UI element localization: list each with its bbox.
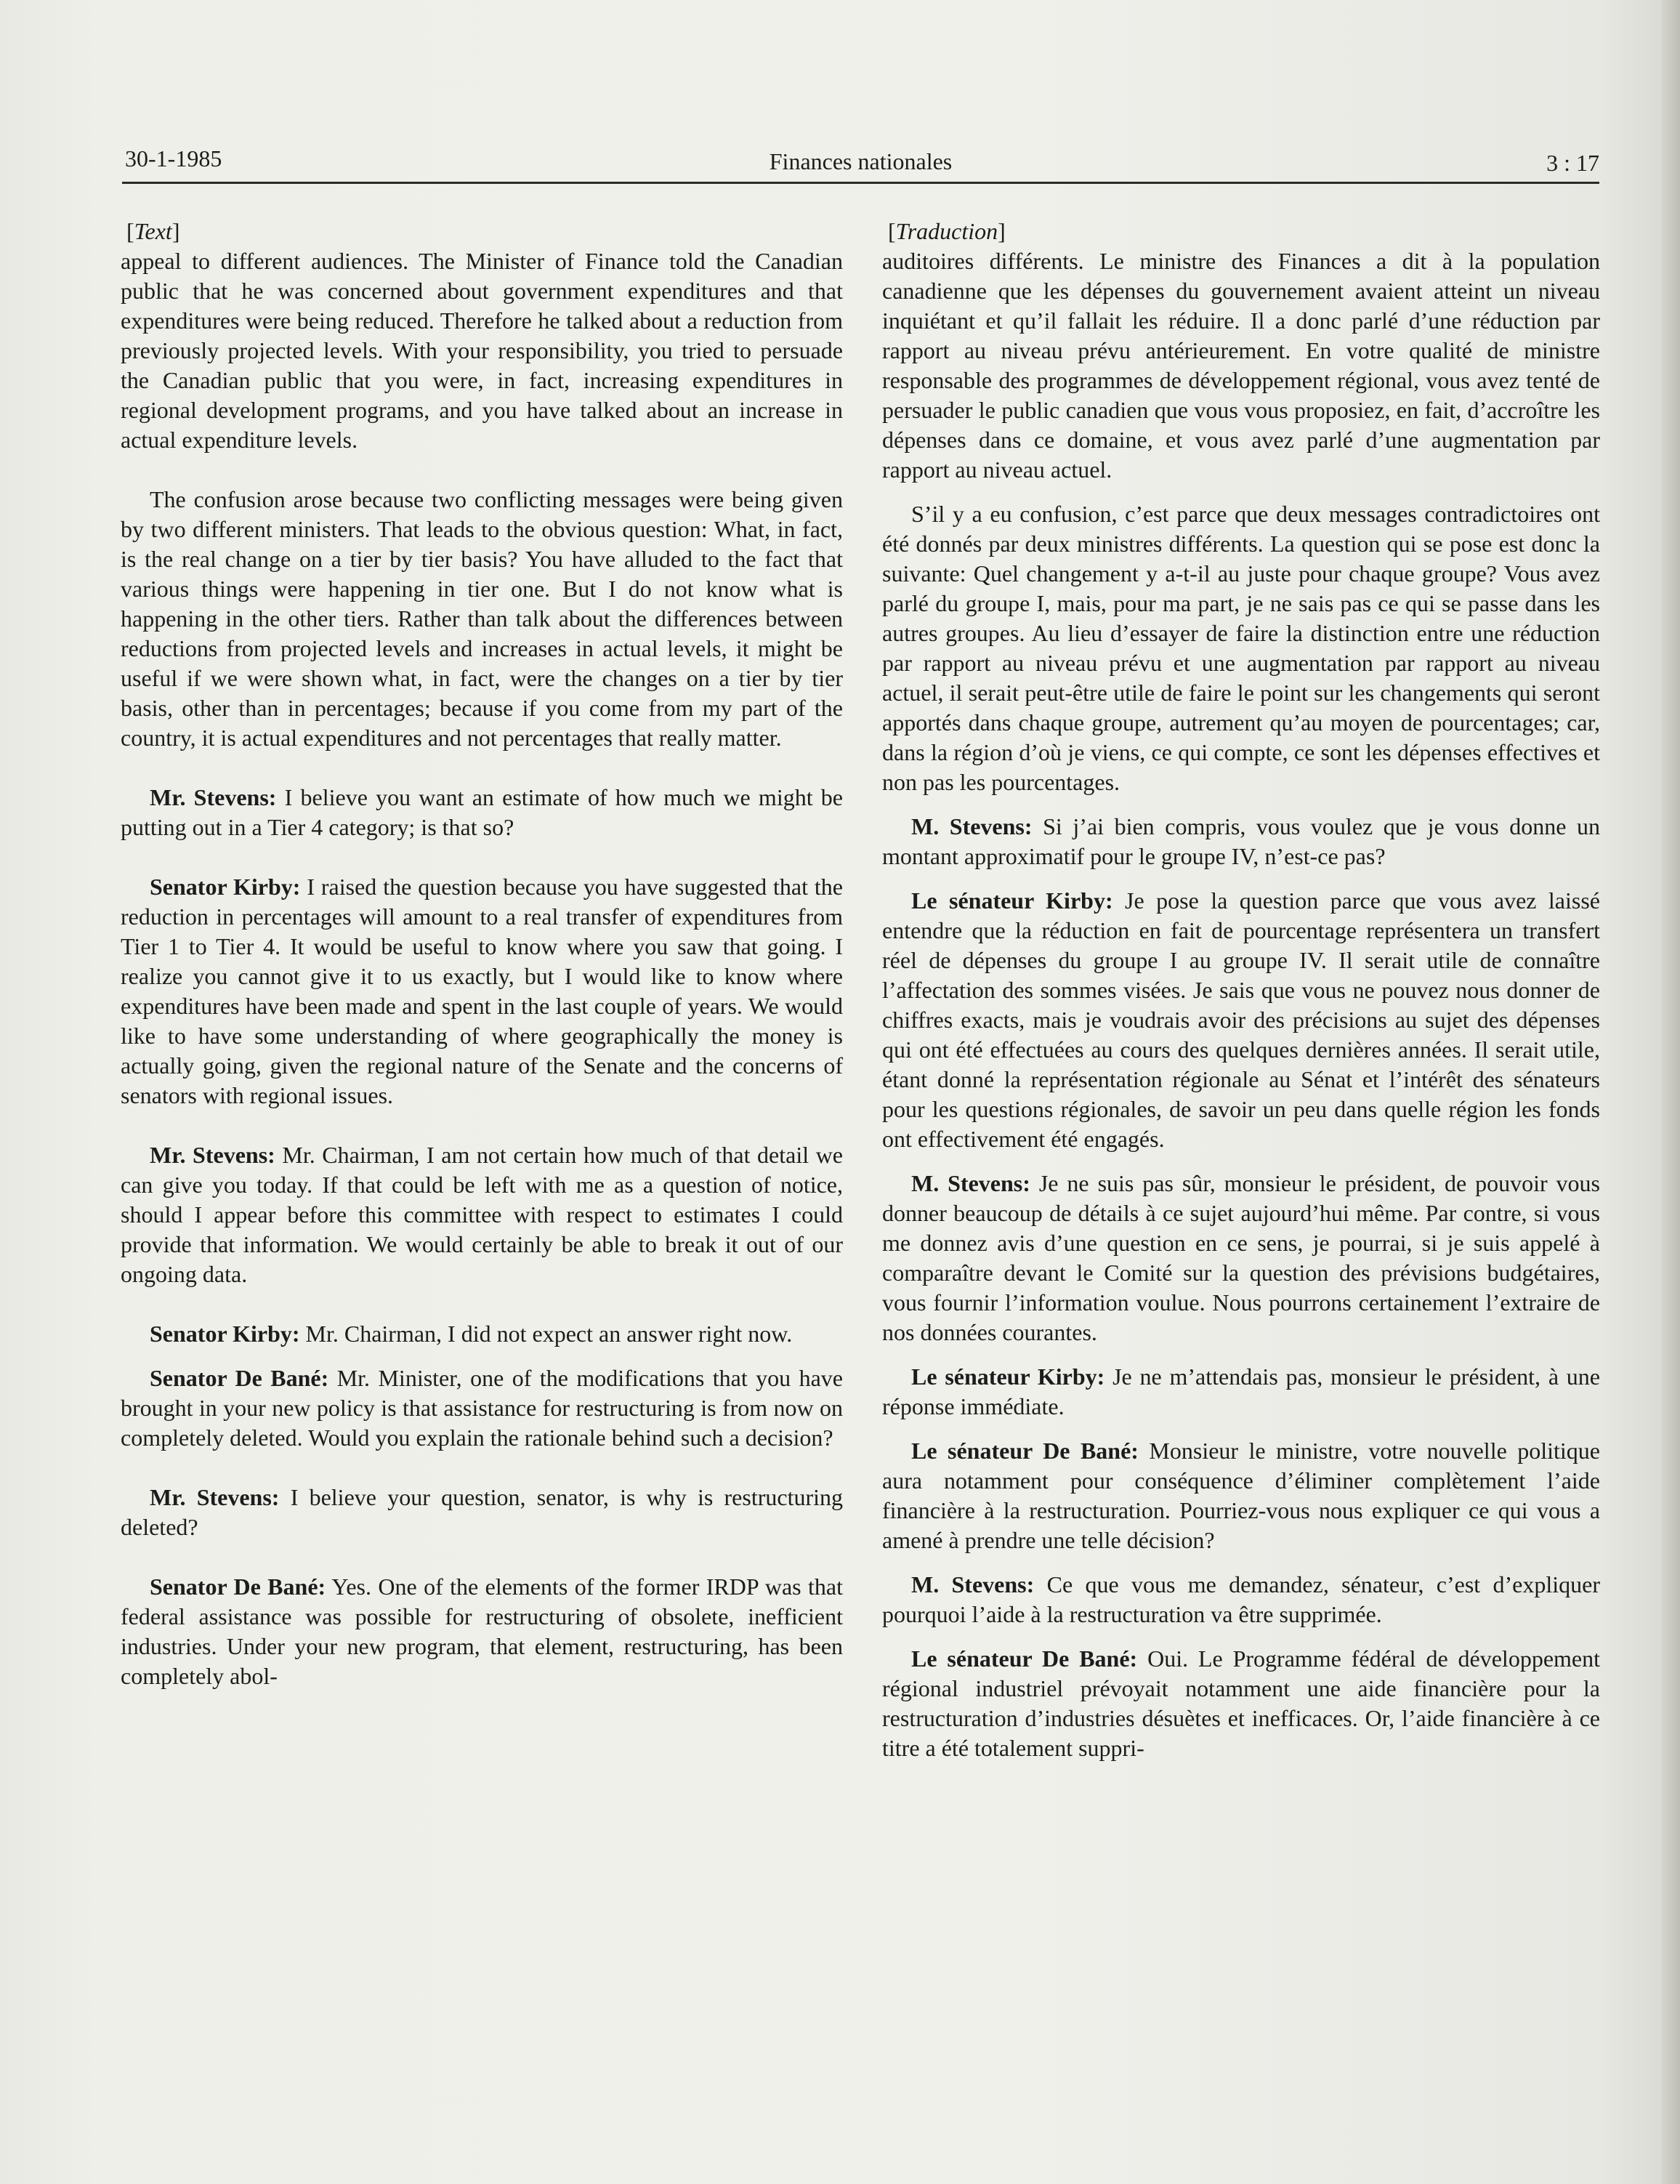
paragraph: Mr. Stevens: I believe you want an estimate of how much we might be putting out in a Tier 4 category; is that so? — [121, 784, 843, 840]
speaker-name: Senator Kirby: — [150, 1321, 300, 1347]
header-rule — [122, 182, 1599, 184]
speaker-name: Mr. Stevens: — [150, 1142, 275, 1168]
paragraph: Le sénateur Kirby: Je ne m’attendais pas, monsieur le président, à une réponse immédiate. — [882, 1363, 1600, 1419]
speaker-name: M. Stevens: — [911, 813, 1033, 839]
speaker-name: Mr. Stevens: — [150, 1484, 280, 1510]
paragraph: Senator De Bané: Mr. Minister, one of the modifications that you have brought in your new policy is that assistance for restructuring is from now on completely deleted. Would you explain the rationale behind such a decision? — [121, 1365, 844, 1451]
column-label-traduction: [Traduction] — [888, 218, 1006, 244]
paragraph: Senator Kirby: Mr. Chairman, I did not expect an answer right now. — [150, 1321, 793, 1347]
running-header — [122, 145, 1599, 183]
paragraph: Mr. Stevens: I believe your question, senator, is why is restructuring deleted? — [121, 1484, 844, 1540]
paragraph: Le sénateur De Bané: Oui. Le Programme fédéral de développement régional industriel prévoyait notamment une aide financière pour la restructuration d’industries désuètes et inefficaces. Or, l’aide financière à ce titre a été totalement suppri- — [882, 1645, 1601, 1761]
page-edge — [1661, 0, 1680, 2184]
speaker-name: Mr. Stevens: — [150, 784, 277, 810]
paragraph: auditoires différents. Le ministre des Finances a dit à la population canadienne que les dépenses du gouvernement avaient atteint un niveau inquiétant et qu’il fallait les réduire. Il a donc parlé d’une réduction par rapport au niveau prévu antérieurement. En votre qualité de ministre responsable des programmes de développement régional, vous avez tenté de persuader le public canadien que vous vous proposiez, en fait, d’accroître les dépenses dans ce domaine, et vous avez parlé d’une augmentation par rapport au niveau actuel. — [882, 248, 1600, 483]
paragraph: S’il y a eu confusion, c’est parce que deux messages contradictoires ont été donnés par deux ministres différents. La question qui se pose est donc la suivante: Quel changement y a-t-il au juste pour chaque groupe? Vous avez parlé du groupe I, mais, pour ma part, je ne sais pas ce qui se passe dans les autres groupes. Au lieu d’essayer de faire la distinction entre une réduction par rapport au niveau prévu et une augmentation par rapport au niveau actuel, il serait peut-être utile de faire le point sur les changements qui seront apportés dans chaque groupe, autrement qu’au moyen de pourcentages; car, dans la région d’où je viens, ce qui compte, ce sont les dépenses effectives et non pas les pourcentages. — [882, 501, 1600, 795]
speaker-name: Senator Kirby: — [150, 874, 301, 900]
speaker-name: Le sénateur Kirby: — [911, 887, 1113, 914]
paragraph: Senator Kirby: I raised the question because you have suggested that the reduction in percentages will amount to a real transfer of expenditures from Tier 1 to Tier 4. It would be useful to know where you saw that going. I realize you cannot give it to us exactly, but I would like to know where expenditures have been made and spent in the last couple of years. We would like to have some understanding of where geographically the money is actually going, given the regional nature of the Senate and the concerns of senators with regional issues. — [121, 874, 844, 1108]
speaker-name: Le sénateur Kirby: — [911, 1363, 1105, 1390]
paragraph: M. Stevens: Ce que vous me demandez, sénateur, c’est d’expliquer pourquoi l’aide à la restructuration va être supprimée. — [882, 1571, 1601, 1627]
paragraph: Le sénateur De Bané: Monsieur le ministre, votre nouvelle politique aura notamment pour conséquence d’éliminer complètement l’aide financière à la restructuration. Pourriez-vous nous expliquer ce qui vous a amené à prendre une telle décision? — [882, 1438, 1600, 1553]
paragraph: Mr. Stevens: Mr. Chairman, I am not certain how much of that detail we can give you today. If that could be left with me as a question of notice, should I appear before this committee with respect to estimates I could provide that information. We would certainly be able to break it out of our ongoing data. — [121, 1142, 843, 1287]
paragraph: Senator De Bané: Yes. One of the elements of the former IRDP was that federal assistance was possible for restructuring of obsolete, inefficient industries. Under your new program, that element, restructuring, has been completely abol- — [121, 1573, 844, 1689]
french-column — [882, 217, 1600, 1763]
speaker-name: Le sénateur De Bané: — [911, 1645, 1138, 1672]
header-title: Finances nationales — [769, 148, 953, 174]
paragraph: M. Stevens: Si j’ai bien compris, vous voulez que je vous donne un montant approximatif pour le groupe IV, n’est-ce pas? — [882, 813, 1601, 869]
speaker-name: Senator De Bané: — [150, 1573, 326, 1600]
column-label-text: [Text] — [126, 218, 180, 244]
speaker-name: Senator De Bané: — [150, 1365, 329, 1391]
english-column — [121, 217, 843, 1691]
header-date: 30-1-1985 — [125, 145, 222, 172]
speaker-name: M. Stevens: — [911, 1170, 1030, 1196]
speaker-name: Le sénateur De Bané: — [911, 1438, 1139, 1464]
paragraph: The confusion arose because two conflicting messages were being given by two different ministers. That leads to the obvious question: What, in fact, is the real change on a tier by tier basis? You have alluded to the fact that various things were happening in tier one. But I do not know what is happening in the other tiers. Rather than talk about the differences between reductions from projected levels and increases in actual levels, it might be useful if we were shown what, in fact, were the changes on a tier by tier basis, other than in percentages; because if you come from my part of the country, it is actual expenditures and not percentages that really matter. — [121, 486, 843, 751]
paragraph: M. Stevens: Je ne suis pas sûr, monsieur le président, de pouvoir vous donner beaucoup de détails à ce sujet aujourd’hui même. Par contre, si vous me donnez avis d’une question en ce sens, je pourrai, si je suis appelé à comparaître devant le Comité sur la question des prévisions budgétaires, vous fournir l’information voulue. Nous pourrons certainement l’extraire de nos données courantes. — [882, 1170, 1601, 1345]
header-page-number: 3 : 17 — [1546, 150, 1599, 176]
paragraph: Le sénateur Kirby: Je pose la question parce que vous avez laissé entendre que la réduction en fait de pourcentage représentera un transfert réel de dépenses du groupe I au groupe IV. Il serait utile de connaître l’affectation des sommes visées. Je sais que vous ne pouvez nous donner de chiffres exacts, mais je voudrais avoir des précisions au sujet des dépenses qui ont été effectuées au cours des quelques dernières années. Il serait utile, étant donné la représentation régionale au Sénat et l’intérêt des sénateurs pour les questions régionales, de savoir un peu dans quelle région les fonds ont effectivement été engagés. — [882, 887, 1600, 1152]
paragraph: appeal to different audiences. The Minister of Finance told the Canadian public that he was concerned about government expenditures and that expenditures were being reduced. Therefore he talked about a reduction from previously projected levels. With your responsibility, you tried to persuade the Canadian public that you were, in fact, increasing expenditures in regional development programs, and you have talked about an increase in actual expenditure levels. — [121, 248, 843, 453]
speaker-name: M. Stevens: — [911, 1571, 1035, 1597]
